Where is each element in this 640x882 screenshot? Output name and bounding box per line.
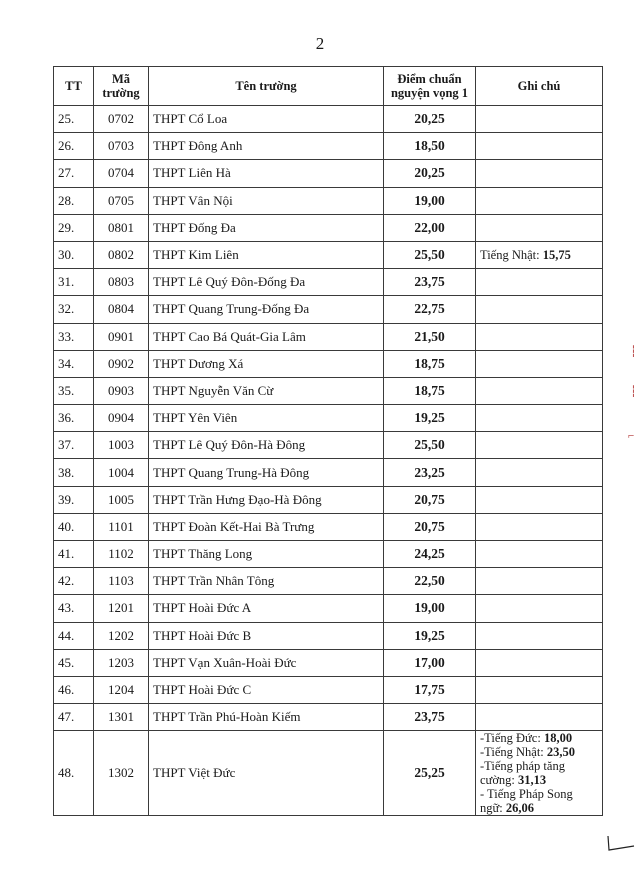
row-number: 39. bbox=[54, 486, 94, 513]
school-code: 1103 bbox=[94, 568, 149, 595]
school-code: 0702 bbox=[94, 106, 149, 133]
table-row bbox=[54, 459, 603, 486]
row-number: 37. bbox=[54, 432, 94, 459]
table-row bbox=[54, 377, 603, 404]
school-code: 0804 bbox=[94, 296, 149, 323]
row-number: 31. bbox=[54, 269, 94, 296]
note-cell bbox=[476, 432, 603, 459]
note-cell bbox=[476, 541, 603, 568]
row-number: 44. bbox=[54, 622, 94, 649]
table-row bbox=[54, 241, 603, 268]
header-ghi-chu: Ghi chú bbox=[476, 67, 603, 106]
row-number: 42. bbox=[54, 568, 94, 595]
school-code: 1201 bbox=[94, 595, 149, 622]
note-cell bbox=[476, 649, 603, 676]
school-code: 0703 bbox=[94, 133, 149, 160]
school-code: 0704 bbox=[94, 160, 149, 187]
cutoff-score: 24,25 bbox=[384, 541, 476, 568]
school-code: 1204 bbox=[94, 676, 149, 703]
school-code: 0802 bbox=[94, 241, 149, 268]
note-cell bbox=[476, 241, 603, 268]
table-row bbox=[54, 133, 603, 160]
school-name: THPT Quang Trung-Đống Đa bbox=[149, 296, 384, 323]
cutoff-score: 22,75 bbox=[384, 296, 476, 323]
note-line bbox=[480, 745, 598, 759]
note-label: - Tiếng Pháp Song ngữ: bbox=[480, 787, 573, 816]
school-code: 1003 bbox=[94, 432, 149, 459]
school-code: 0705 bbox=[94, 187, 149, 214]
header-ma-truong bbox=[94, 67, 149, 106]
note-cell bbox=[476, 160, 603, 187]
cutoff-score: 20,75 bbox=[384, 486, 476, 513]
note-cell bbox=[476, 106, 603, 133]
table-row bbox=[54, 595, 603, 622]
table-row bbox=[54, 160, 603, 187]
cutoff-score: 23,25 bbox=[384, 459, 476, 486]
table-row bbox=[54, 704, 603, 731]
note-value: 31,13 bbox=[518, 773, 547, 788]
note-cell bbox=[476, 269, 603, 296]
row-number: 40. bbox=[54, 513, 94, 540]
row-number: 43. bbox=[54, 595, 94, 622]
table-row bbox=[54, 676, 603, 703]
cutoff-score: 19,25 bbox=[384, 405, 476, 432]
table-row bbox=[54, 513, 603, 540]
note-cell bbox=[476, 296, 603, 323]
page-number: 2 bbox=[315, 34, 325, 53]
note-line bbox=[480, 759, 598, 787]
note-cell bbox=[476, 350, 603, 377]
signature-stroke-icon bbox=[606, 834, 636, 854]
note-label: -Tiếng Nhật: bbox=[480, 745, 547, 760]
table-row bbox=[54, 214, 603, 241]
row-number: 30. bbox=[54, 241, 94, 268]
school-code: 0904 bbox=[94, 405, 149, 432]
row-number: 36. bbox=[54, 405, 94, 432]
note-cell bbox=[476, 486, 603, 513]
cutoff-score: 20,25 bbox=[384, 106, 476, 133]
table-row bbox=[54, 296, 603, 323]
school-code: 1202 bbox=[94, 622, 149, 649]
school-name: THPT Thăng Long bbox=[149, 541, 384, 568]
school-code: 1005 bbox=[94, 486, 149, 513]
note-cell bbox=[476, 377, 603, 404]
cutoff-score: 18,75 bbox=[384, 377, 476, 404]
note-value: 26,06 bbox=[505, 801, 534, 816]
header-ma-line1: Mã bbox=[111, 72, 131, 86]
school-name: THPT Cao Bá Quát-Gia Lâm bbox=[149, 323, 384, 350]
margin-mark: ┆ bbox=[630, 346, 637, 358]
school-name: THPT Đống Đa bbox=[149, 214, 384, 241]
row-number: 27. bbox=[54, 160, 94, 187]
note-cell bbox=[476, 595, 603, 622]
note-cell bbox=[476, 405, 603, 432]
cutoff-score: 20,75 bbox=[384, 513, 476, 540]
school-name: THPT Trần Nhân Tông bbox=[149, 568, 384, 595]
row-number: 34. bbox=[54, 350, 94, 377]
cutoff-score: 23,75 bbox=[384, 704, 476, 731]
row-number: 48. bbox=[54, 731, 94, 816]
school-name: THPT Vạn Xuân-Hoài Đức bbox=[149, 649, 384, 676]
table-row bbox=[54, 622, 603, 649]
table-row bbox=[54, 568, 603, 595]
cutoff-score: 19,00 bbox=[384, 595, 476, 622]
margin-mark: ⌐ bbox=[628, 430, 635, 442]
note-cell bbox=[476, 704, 603, 731]
school-code: 1101 bbox=[94, 513, 149, 540]
row-number: 29. bbox=[54, 214, 94, 241]
cutoff-score: 19,00 bbox=[384, 187, 476, 214]
table-row bbox=[54, 405, 603, 432]
header-tt: TT bbox=[54, 67, 94, 106]
row-number: 45. bbox=[54, 649, 94, 676]
cutoff-score: 25,50 bbox=[384, 432, 476, 459]
note-value: 15,75 bbox=[542, 248, 571, 263]
cutoff-score: 22,50 bbox=[384, 568, 476, 595]
note-cell bbox=[476, 133, 603, 160]
table-body bbox=[54, 106, 603, 816]
margin-mark: ┆ bbox=[630, 386, 637, 398]
row-number: 41. bbox=[54, 541, 94, 568]
note-cell bbox=[476, 676, 603, 703]
header-diem-line2: nguyện vọng 1 bbox=[390, 86, 469, 100]
school-code: 0903 bbox=[94, 377, 149, 404]
row-number: 46. bbox=[54, 676, 94, 703]
school-name: THPT Đoàn Kết-Hai Bà Trưng bbox=[149, 513, 384, 540]
school-code: 1302 bbox=[94, 731, 149, 816]
school-code: 0801 bbox=[94, 214, 149, 241]
school-name: THPT Vân Nội bbox=[149, 187, 384, 214]
table-row bbox=[54, 323, 603, 350]
table-row bbox=[54, 486, 603, 513]
note-value: 18,00 bbox=[543, 731, 573, 746]
school-name: THPT Hoài Đức C bbox=[149, 676, 384, 703]
school-name: THPT Hoài Đức B bbox=[149, 622, 384, 649]
table-row bbox=[54, 432, 603, 459]
header-diem-chuan bbox=[384, 67, 476, 106]
note-cell bbox=[476, 459, 603, 486]
school-code: 1203 bbox=[94, 649, 149, 676]
school-name: THPT Lê Quý Đôn-Hà Đông bbox=[149, 432, 384, 459]
table-row bbox=[54, 350, 603, 377]
row-number: 38. bbox=[54, 459, 94, 486]
school-name: THPT Yên Viên bbox=[149, 405, 384, 432]
school-code: 0901 bbox=[94, 323, 149, 350]
row-number: 26. bbox=[54, 133, 94, 160]
admission-score-table bbox=[53, 66, 603, 816]
header-ma-line2: trường bbox=[102, 86, 140, 100]
cutoff-score: 22,00 bbox=[384, 214, 476, 241]
note-cell bbox=[476, 513, 603, 540]
note-value: 23,50 bbox=[546, 745, 576, 760]
row-number: 33. bbox=[54, 323, 94, 350]
note-cell bbox=[476, 187, 603, 214]
header-diem-line1: Điểm chuẩn bbox=[397, 72, 462, 86]
row-number: 35. bbox=[54, 377, 94, 404]
cutoff-score: 18,75 bbox=[384, 350, 476, 377]
table-row bbox=[54, 541, 603, 568]
school-code: 1102 bbox=[94, 541, 149, 568]
note-label: -Tiếng Đức: bbox=[480, 731, 544, 746]
school-name: THPT Việt Đức bbox=[149, 731, 384, 816]
note-label: Tiếng Nhật: bbox=[480, 248, 543, 263]
school-name: THPT Trần Hưng Đạo-Hà Đông bbox=[149, 486, 384, 513]
row-number: 32. bbox=[54, 296, 94, 323]
note-cell bbox=[476, 214, 603, 241]
school-name: THPT Cổ Loa bbox=[149, 106, 384, 133]
note-line bbox=[480, 731, 598, 745]
school-code: 1004 bbox=[94, 459, 149, 486]
cutoff-score: 17,00 bbox=[384, 649, 476, 676]
row-number: 28. bbox=[54, 187, 94, 214]
school-name: THPT Dương Xá bbox=[149, 350, 384, 377]
cutoff-score: 25,25 bbox=[384, 731, 476, 816]
cutoff-score: 19,25 bbox=[384, 622, 476, 649]
school-name: THPT Hoài Đức A bbox=[149, 595, 384, 622]
school-name: THPT Kim Liên bbox=[149, 241, 384, 268]
table-row bbox=[54, 649, 603, 676]
note-cell bbox=[476, 622, 603, 649]
school-code: 1301 bbox=[94, 704, 149, 731]
cutoff-score: 20,25 bbox=[384, 160, 476, 187]
table-row bbox=[54, 269, 603, 296]
cutoff-score: 17,75 bbox=[384, 676, 476, 703]
row-number: 25. bbox=[54, 106, 94, 133]
cutoff-score: 23,75 bbox=[384, 269, 476, 296]
school-code: 0803 bbox=[94, 269, 149, 296]
note-cell bbox=[476, 731, 603, 816]
table-row bbox=[54, 187, 603, 214]
cutoff-score: 18,50 bbox=[384, 133, 476, 160]
school-name: THPT Nguyễn Văn Cừ bbox=[149, 377, 384, 404]
cutoff-score: 25,50 bbox=[384, 241, 476, 268]
school-name: THPT Quang Trung-Hà Đông bbox=[149, 459, 384, 486]
header-ten-truong: Tên trường bbox=[149, 67, 384, 106]
note-cell bbox=[476, 323, 603, 350]
table-row bbox=[54, 731, 603, 816]
note-line bbox=[480, 787, 598, 815]
note-cell bbox=[476, 568, 603, 595]
school-name: THPT Đông Anh bbox=[149, 133, 384, 160]
cutoff-score: 21,50 bbox=[384, 323, 476, 350]
table-row bbox=[54, 106, 603, 133]
school-code: 0902 bbox=[94, 350, 149, 377]
school-name: THPT Lê Quý Đôn-Đống Đa bbox=[149, 269, 384, 296]
row-number: 47. bbox=[54, 704, 94, 731]
note-label: -Tiếng pháp tăng cường: bbox=[480, 759, 565, 788]
table-header-row bbox=[54, 67, 603, 106]
school-name: THPT Trần Phú-Hoàn Kiếm bbox=[149, 704, 384, 731]
school-name: THPT Liên Hà bbox=[149, 160, 384, 187]
